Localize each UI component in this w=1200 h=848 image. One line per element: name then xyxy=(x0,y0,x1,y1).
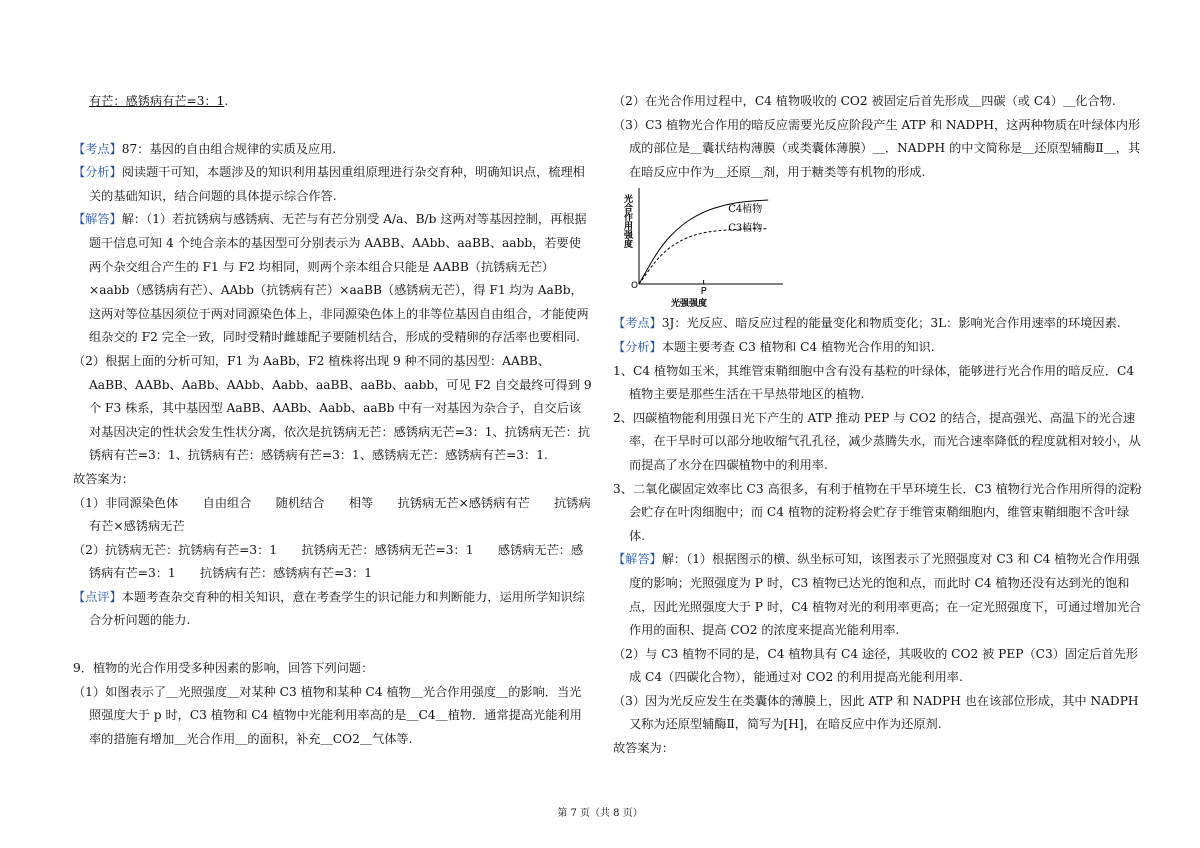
fenxi-point-1: 1、C4 植物如玉米，其维管束鞘细胞中含有没有基粒的叶绿体，能够进行光合作用的暗反应．C4 植物主要是那些生活在干旱热带地区的植物. xyxy=(613,363,1135,402)
fenxi-section xyxy=(73,161,593,208)
answer-label: 故答案为： xyxy=(613,741,674,756)
question-9-part1: （1）如图表示了＿光照强度＿对某种 C3 植物和某种 C4 植物＿光合作用强度＿的影响．当光照强度大于 p 时，C3 植物和 C4 植物中光能利用率高的是＿C4＿植物．通常提高光能利用率的措施有增加＿光合作用＿的面积，补充＿CO2＿气体等. xyxy=(73,684,582,746)
jieda-part2: （2）根据上面的分析可知，F1 为 AaBb，F2 植株将出现 9 种不同的基因型：AABB、AaBB、AABb、AaBb、AAbb、Aabb、aaBB、aaBb、aabb，可见 F2 自交最终可得到 9 个 F3 株系，其中基因型 AaBB、AABb、Aabb、aaBb 中有一对基因为杂合子，自交后该对基因决定的性状会发生性状分离，依次是抗锈病无芒：感锈病无芒=3：1、抗锈病无芒：抗锈病有芒=3：1、抗锈病有芒：感锈病有芒=3：1、感锈病无芒：感锈病有芒=3：1. xyxy=(73,353,592,463)
kaodian-section xyxy=(613,312,1143,336)
question-9-part3: （3）C3 植物光合作用的暗反应需要光反应阶段产生 ATP 和 NADPH，这两种物质在叶绿体内形成的部位是＿囊状结构薄膜（或类囊体薄膜）＿．NADPH 的中文简称是＿还原型辅酶Ⅱ＿，其在暗反应中作为＿还原＿剂，用于糖类等有机物的形成. xyxy=(613,117,1141,179)
series-label-c3: C3植物 xyxy=(728,223,763,235)
jieda-tag: 【解答】 xyxy=(613,552,662,567)
series-label-c4: C4植物 xyxy=(728,204,763,216)
series-line-c3 xyxy=(639,229,768,284)
fenxi-point-3: 3、二氧化碳固定效率比 C3 高很多，有利于植物在干旱环境生长．C3 植物行光合作用所得的淀粉会贮存在叶肉细胞中；而 C4 植物的淀粉将会贮存于维管束鞘细胞内，维管束鞘细胞不含叶绿体. xyxy=(613,481,1142,543)
answer-2: （2）抗锈病无芒：抗锈病有芒=3：1 抗锈病无芒：感锈病无芒=3：1 感锈病无芒：感锈病有芒=3：1 抗锈病有芒：感锈病有芒=3：1 xyxy=(73,542,584,581)
fenxi-text: 本题主要考查 C3 植物和 C4 植物光合作用的知识. xyxy=(661,339,935,354)
prev-answer-tail: 有芒：感锈病有芒=3：1. xyxy=(89,94,229,108)
left-column xyxy=(73,90,593,751)
jieda-part3: （3）因为光反应发生在类囊体的薄膜上，因此 ATP 和 NADPH 也在该部位形成，其中 NADPH 又称为还原型辅酶Ⅱ，简写为[H]，在暗反应中作为还原剂. xyxy=(613,693,1139,732)
kaodian-tag: 【考点】 xyxy=(613,316,662,331)
jieda-text: 解：（1）根据图示的横、纵坐标可知，该图表示了光照强度对 C3 和 C4 植物光合作用强度的影响；光照强度为 P 时，C3 植物已达光的饱和点，而此时 C4 植物还没有达到光的饱和点，因此光照强度大于 P 时，C4 植物对光的利用率更高；在一定光照强度下，可通过增加光合作用的面积、提高 CO2 的浓度来提高光能利用率. xyxy=(629,552,1142,638)
jieda-section xyxy=(73,208,593,350)
dianping-section xyxy=(73,586,593,633)
underlined-answer: 有芒：感锈病有芒=3：1 xyxy=(89,94,225,108)
answer-label: 故答案为： xyxy=(73,471,134,486)
jieda-text: 解：（1）若抗锈病与感锈病、无芒与有芒分别受 A/a、B/b 这两对等基因控制，再根据题干信息可知 4 个纯合亲本的基因型可分别表示为 AABB、AAbb、aaBB、aabb，若要使两个杂交组合产生的 F1 与 F2 均相同，则两个亲本组合只能是 AABB（抗锈病无芒）×aabb（感锈病有芒）、AAbb（抗锈病有芒）×aaBB（感锈病无芒），得 F1 均为 AaBb，这两对等位基因须位于两对同源染色体上，非同源染色体上的非等位基因自由组合，才能使两组杂交的 F2 完全一致，同时受精时雌雄配子要随机结合，形成的受精卵的存活率也要相同. xyxy=(89,212,589,345)
dianping-tag: 【点评】 xyxy=(73,589,122,604)
fenxi-tag: 【分析】 xyxy=(613,339,662,354)
fenxi-point-2: 2、四碳植物能利用强日光下产生的 ATP 推动 PEP 与 CO2 的结合，提高强光、高温下的光合速率，在干旱时可以部分地收缩气孔孔径，减少蒸腾失水，而光合速率降低的程度就相对较小，从而提高了水分在四碳植物中的利用率. xyxy=(613,410,1141,472)
kaodian-text: 87：基因的自由组合规律的实质及应用. xyxy=(121,141,337,156)
fenxi-tag: 【分析】 xyxy=(73,165,122,180)
x-tick-label: P xyxy=(700,286,707,298)
kaodian-text: 3J：光反应、暗反应过程的能量变化和物质变化；3L：影响光合作用速率的环境因素. xyxy=(661,316,1121,331)
answer-1: （1）非同源染色体 自由组合 随机结合 相等 抗锈病无芒×感锈病有芒 抗锈病有芒×感锈病无芒 xyxy=(73,495,591,534)
page-footer: 第 7 页（共 8 页） xyxy=(557,808,643,819)
light-intensity-chart xyxy=(613,184,1143,312)
jieda-part2: （2）与 C3 植物不同的是，C4 植物具有 C4 途径，其吸收的 CO2 被 PEP（C3）固定后首先形成 C4（四碳化合物），能通过对 CO2 的利用提高光能利用率. xyxy=(613,646,1139,685)
y-axis-label: 光合作用强度 xyxy=(622,194,632,249)
origin-label: O xyxy=(631,281,639,292)
fenxi-text: 阅读题干可知，本题涉及的知识利用基因重组原理进行杂交育种，明确知识点，梳理相关的基础知识，结合问题的具体提示综合作答. xyxy=(89,165,585,203)
fenxi-section xyxy=(613,336,1143,360)
jieda-tag: 【解答】 xyxy=(73,212,122,227)
question-9-part2: （2）在光合作用过程中，C4 植物吸收的 CO2 被固定后首先形成＿四碳（或 C4）＿化合物. xyxy=(613,94,1116,108)
jieda-section xyxy=(613,548,1143,642)
chart-svg xyxy=(617,184,787,308)
kaodian-tag: 【考点】 xyxy=(73,141,122,156)
right-column xyxy=(613,90,1143,761)
question-9-title: 9．植物的光合作用受多种因素的影响，回答下列问题： xyxy=(73,661,374,676)
kaodian-section xyxy=(73,138,593,162)
x-axis-label: 光强强度 xyxy=(671,299,708,309)
dianping-text: 本题考查杂交育种的相关知识，意在考查学生的识记能力和判断能力，运用所学知识综合分析问题的能力. xyxy=(89,589,585,628)
